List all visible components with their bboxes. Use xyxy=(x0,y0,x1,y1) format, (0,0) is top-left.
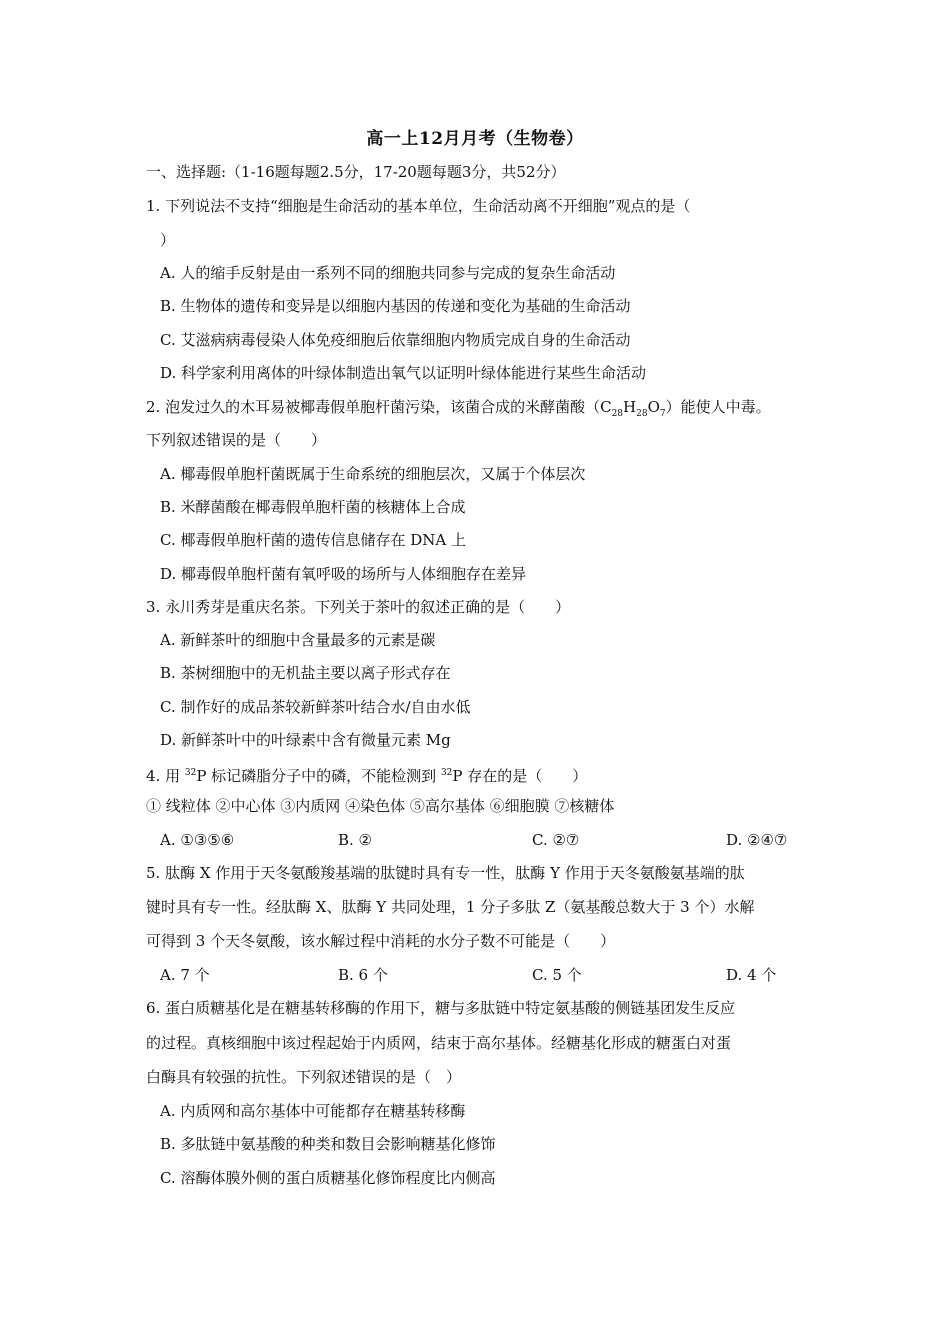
q5-stem-line1: 5. 肽酶 X 作用于天冬氨酸羧基端的肽键时具有专一性，肽酶 Y 作用于天冬氨酸氨基端的肽 xyxy=(146,864,745,882)
q5-option-a: A. 7 个 xyxy=(160,966,210,984)
q1-option-d: D. 科学家利用离体的叶绿体制造出氧气以证明叶绿体能进行某些生命活动 xyxy=(160,364,647,382)
q2-stem-post: ）能使人中毒。 xyxy=(665,398,771,416)
q2-option-d: D. 椰毒假单胞杆菌有氧呼吸的场所与人体细胞存在差异 xyxy=(160,565,527,583)
q4-sup-1: 32 xyxy=(184,768,197,778)
q6-option-a: A. 内质网和高尔基体中可能都存在糖基转移酶 xyxy=(160,1102,466,1120)
q5-options-row xyxy=(0,965,950,985)
q3-option-c: C. 制作好的成品茶较新鲜茶叶结合水/自由水低 xyxy=(160,698,471,716)
q4-stem-post: P 存在的是（ ） xyxy=(452,767,588,785)
q2-stem-pre: 2. 泡发过久的木耳易被椰毒假单胞杆菌污染，该菌合成的米酵菌酸（C xyxy=(146,398,612,416)
q4-stem-mid: P 标记磷脂分子中的磷，不能检测到 xyxy=(196,767,441,785)
q2-stem-line1 xyxy=(146,397,771,424)
q5-option-b: B. 6 个 xyxy=(338,966,388,984)
q4-options-row xyxy=(0,830,950,850)
q2-sub-o: 7 xyxy=(659,409,666,419)
q1-stem-line2: ） xyxy=(160,231,176,249)
q5-stem-line3: 可得到 3 个天冬氨酸，该水解过程中消耗的水分子数不可能是（ ） xyxy=(146,932,616,950)
q4-stem-pre: 4. 用 xyxy=(146,767,185,785)
q5-option-c: C. 5 个 xyxy=(532,966,582,984)
q4-stem xyxy=(146,763,587,786)
q3-option-d: D. 新鲜茶叶中的叶绿素中含有微量元素 Mg xyxy=(160,731,451,749)
q6-stem-line3: 白酶具有较强的抗性。下列叙述错误的是（ ） xyxy=(146,1068,462,1086)
q3-stem: 3. 永川秀芽是重庆名茶。下列关于茶叶的叙述正确的是（ ） xyxy=(146,598,571,616)
q4-option-a: A. ①③⑤⑥ xyxy=(160,831,235,849)
q1-option-a: A. 人的缩手反射是由一系列不同的细胞共同参与完成的复杂生命活动 xyxy=(160,264,616,282)
q6-option-c: C. 溶酶体膜外侧的蛋白质糖基化修饰程度比内侧高 xyxy=(160,1169,496,1187)
q4-option-b: B. ② xyxy=(338,831,373,849)
q3-option-b: B. 茶树细胞中的无机盐主要以离子形式存在 xyxy=(160,664,451,682)
q3-option-a: A. 新鲜茶叶的细胞中含量最多的元素是碳 xyxy=(160,631,436,649)
q2-sub-c: 28 xyxy=(611,409,624,419)
q5-option-d: D. 4 个 xyxy=(726,966,777,984)
q6-stem-line1: 6. 蛋白质糖基化是在糖基转移酶的作用下，糖与多肽链中特定氨基酸的侧链基团发生反应 xyxy=(146,999,736,1017)
q5-stem-line2: 键时具有专一性。经肽酶 X、肽酶 Y 共同处理，1 分子多肽 Z（氨基酸总数大于 3 个）水解 xyxy=(146,898,755,916)
q1-option-c: C. 艾滋病病毒侵染人体免疫细胞后依靠细胞内物质完成自身的生命活动 xyxy=(160,331,631,349)
q2-sub-h: 28 xyxy=(636,409,648,419)
section-heading: 一、选择题:（1-16题每题2.5分，17-20题每题3分，共52分） xyxy=(146,163,566,181)
q2-o: O xyxy=(647,398,660,416)
q2-stem-line2: 下列叙述错误的是（ ） xyxy=(146,431,327,449)
q4-option-d: D. ②④⑦ xyxy=(726,831,788,849)
q2-option-b: B. 米酵菌酸在椰毒假单胞杆菌的核糖体上合成 xyxy=(160,498,466,516)
q1-stem-line1: 1. 下列说法不支持“细胞是生命活动的基本单位，生命活动离不开细胞”观点的是（ xyxy=(146,197,691,215)
q6-stem-line2: 的过程。真核细胞中该过程起始于内质网，结束于高尔基体。经糖基化形成的糖蛋白对蛋 xyxy=(146,1034,732,1052)
q2-option-c: C. 椰毒假单胞杆菌的遗传信息储存在 DNA 上 xyxy=(160,531,467,549)
q1-option-b: B. 生物体的遗传和变异是以细胞内基因的传递和变化为基础的生命活动 xyxy=(160,297,631,315)
q4-structure-list: ① 线粒体 ②中心体 ③内质网 ④染色体 ⑤高尔基体 ⑥细胞膜 ⑦核糖体 xyxy=(146,797,615,815)
q6-option-b: B. 多肽链中氨基酸的种类和数目会影响糖基化修饰 xyxy=(160,1135,496,1153)
q4-sup-2: 32 xyxy=(440,768,453,778)
q2-option-a: A. 椰毒假单胞杆菌既属于生命系统的细胞层次，又属于个体层次 xyxy=(160,465,586,483)
q2-h: H xyxy=(623,398,637,416)
q4-option-c: C. ②⑦ xyxy=(532,831,580,849)
page-title: 高一上12月月考（生物卷） xyxy=(366,129,584,149)
